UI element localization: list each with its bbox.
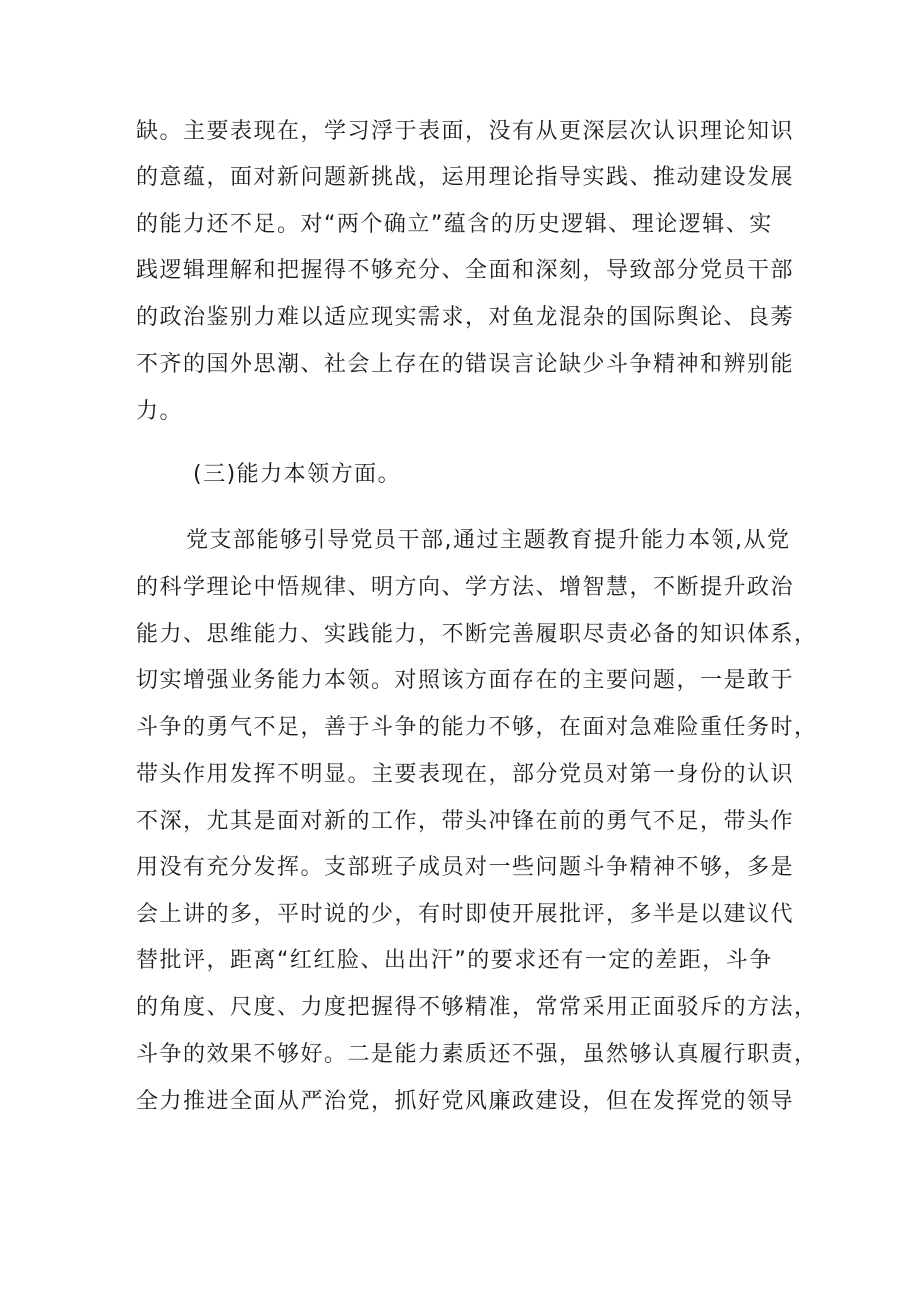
section-heading: (三)能力本领方面。 xyxy=(193,462,402,487)
text-line: 斗争的勇气不足，善于斗争的能力不够，在面对急难险重任务时， xyxy=(136,715,818,740)
text-line: 的能力还不足。对“两个确立”蕴含的历史逻辑、理论逻辑、实 xyxy=(136,212,773,237)
text-line: 的意蕴，面对新问题新挑战，运用理论指导实践、推动建设发展 xyxy=(136,165,795,190)
text-line: 能力、思维能力、实践能力，不断完善履职尽责必备的知识体系， xyxy=(136,622,818,647)
text-line: 用没有充分发挥。支部班子成员对一些问题斗争精神不够，多是 xyxy=(136,855,795,880)
text-line: 的政治鉴别力难以适应现实需求，对鱼龙混杂的国际舆论、良莠 xyxy=(136,305,795,330)
text-line: 践逻辑理解和把握得不够充分、全面和深刻，导致部分党员干部 xyxy=(136,258,795,283)
text-line: 切实增强业务能力本领。对照该方面存在的主要问题，一是敢于 xyxy=(136,668,795,693)
text-line: 的角度、尺度、力度把握得不够精准，常常采用正面驳斥的方法， xyxy=(136,995,818,1020)
text-line: 斗争的效果不够好。二是能力素质还不强，虽然够认真履行职责， xyxy=(136,1042,818,1067)
text-line: 力。 xyxy=(136,399,184,424)
text-line: 会上讲的多，平时说的少，有时即使开展批评，多半是以建议代 xyxy=(136,902,795,927)
text-line: 带头作用发挥不明显。主要表现在，部分党员对第一身份的认识 xyxy=(136,762,795,787)
text-line: 全力推进全面从严治党，抓好党风廉政建设，但在发挥党的领导 xyxy=(136,1089,795,1114)
text-line: 缺。主要表现在，学习浮于表面，没有从更深层次认识理论知识 xyxy=(136,119,795,144)
text-line: 替批评，距离“红红脸、出出汗”的要求还有一定的差距，斗争 xyxy=(136,948,773,973)
text-line: 不深，尤其是面对新的工作，带头冲锋在前的勇气不足，带头作 xyxy=(136,809,795,834)
text-line: 党支部能够引导党员干部,通过主题教育提升能力本领,从党 xyxy=(186,528,791,553)
text-line: 不齐的国外思潮、社会上存在的错误言论缺少斗争精神和辨别能 xyxy=(136,352,795,377)
text-line: 的科学理论中悟规律、明方向、学方法、增智慧，不断提升政治 xyxy=(136,575,795,600)
